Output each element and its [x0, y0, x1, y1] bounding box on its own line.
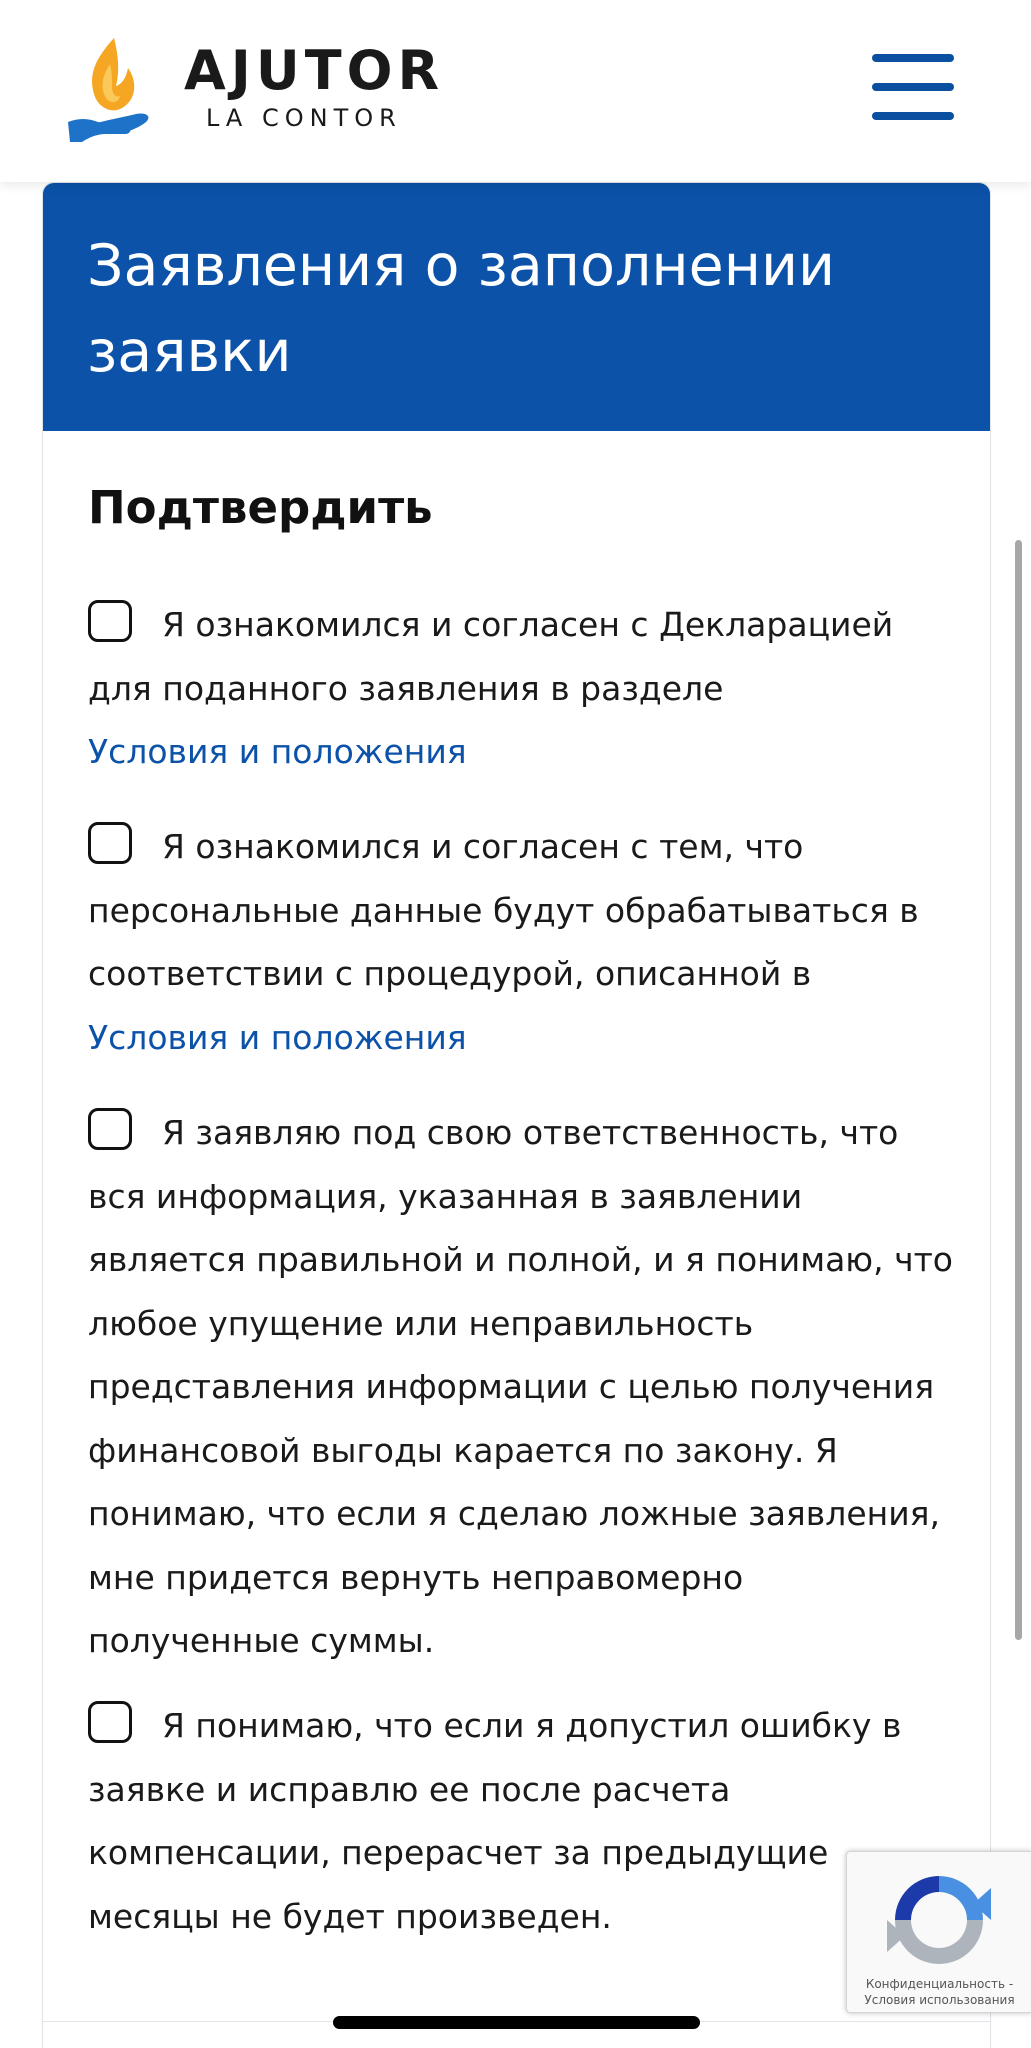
consent-text-2: Я ознакомился и согласен с тем, что персональные данные будут обрабатываться в соответствии с процедурой, описанной в — [88, 827, 919, 993]
consent-item-personal-data — [88, 815, 958, 1069]
logo-title: AJUTOR — [184, 39, 445, 102]
consent-checkbox-2[interactable] — [88, 822, 132, 864]
site-header — [0, 0, 1031, 182]
terms-link-2[interactable]: Условия и положения — [88, 1017, 467, 1057]
flame-hand-logo-icon — [66, 34, 156, 144]
logo-subtitle: LA CONTOR — [206, 104, 402, 132]
consent-item-recalculation — [88, 1694, 958, 1948]
recaptcha-terms-link[interactable]: Условия использования — [864, 1993, 1015, 2007]
hamburger-menu-button[interactable] — [872, 54, 954, 120]
consent-checkbox-4[interactable] — [88, 1701, 132, 1743]
home-indicator[interactable] — [333, 2016, 700, 2029]
consent-checkbox-3[interactable] — [88, 1108, 132, 1150]
card-header — [43, 183, 990, 431]
consent-text-3: Я заявляю под свою ответственность, что вся информация, указанная в заявлении является правильной и полной, и я понимаю, что любое упущение или неправильность представления информации с целью получения финансовой выгоды карается по закону. Я понимаю, что если я сделаю ложные заявления, мне придется вернуть неправомерно полученные суммы. — [88, 1113, 953, 1660]
consent-text-1: Я ознакомился и согласен с Декларацией для поданного заявления в разделе — [88, 605, 894, 708]
consent-checkbox-1[interactable] — [88, 600, 132, 642]
terms-link-1[interactable]: Условия и положения — [88, 732, 467, 771]
site-logo[interactable] — [66, 34, 446, 144]
hamburger-icon-bar — [872, 54, 954, 62]
section-heading: Подтвердить — [88, 481, 433, 534]
recaptcha-badge[interactable] — [846, 1851, 1031, 2013]
card-title: Заявления о заполнении заявки — [87, 233, 836, 385]
consent-text-4: Я понимаю, что если я допустил ошибку в заявке и исправлю ее после расчета компенсации, перерасчет за предыдущие месяцы не будет произведен. — [88, 1706, 902, 1936]
declarations-card — [42, 182, 991, 2048]
hamburger-icon-bar — [872, 112, 954, 120]
consent-item-declaration — [88, 593, 958, 784]
page-scrollbar[interactable] — [1015, 540, 1022, 1640]
consent-item-responsibility — [88, 1101, 958, 1673]
recaptcha-privacy-link[interactable]: Конфиденциальность - — [865, 1977, 1014, 1991]
hamburger-icon-bar — [872, 83, 954, 91]
recaptcha-links — [847, 1976, 1031, 2008]
recaptcha-icon — [887, 1868, 991, 1972]
